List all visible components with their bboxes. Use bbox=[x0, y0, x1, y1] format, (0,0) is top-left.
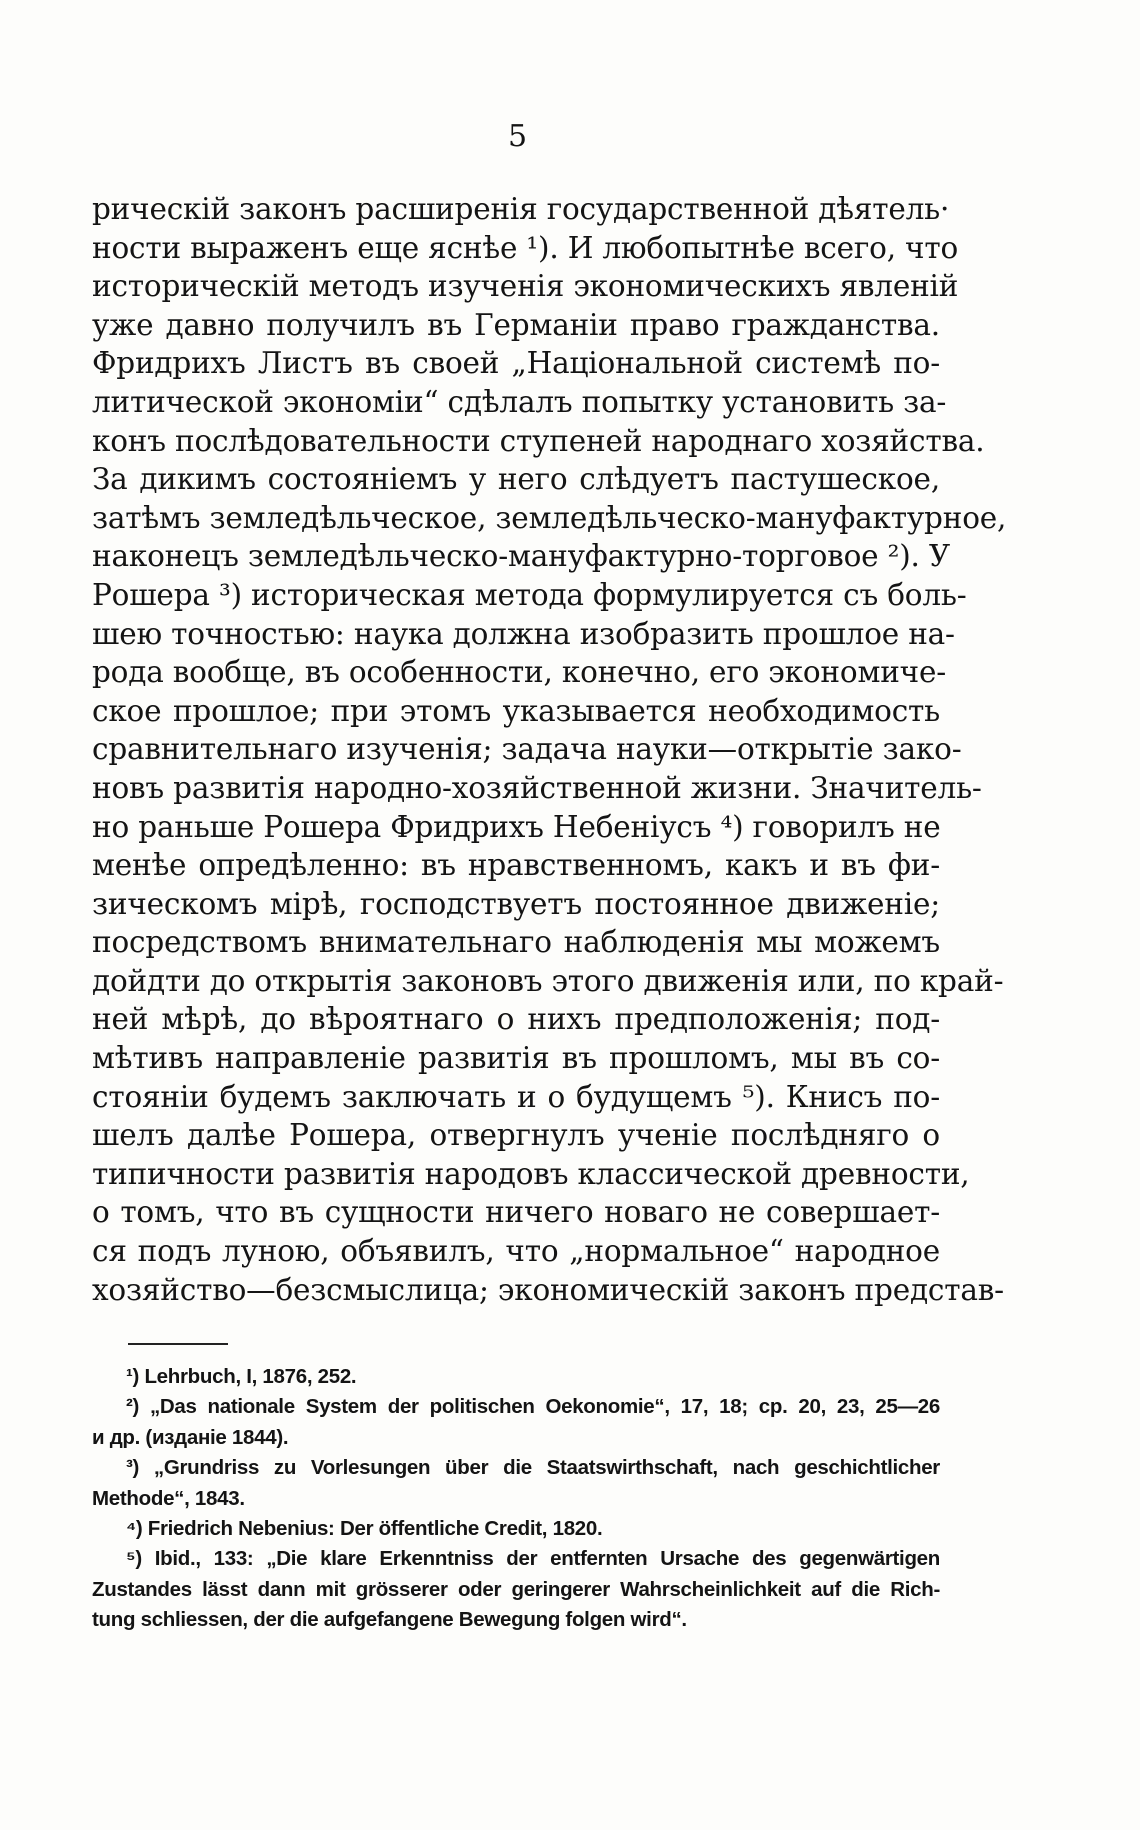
text-line: мѣтивъ направленіе развитія въ прошломъ, мы въ со- bbox=[92, 1041, 940, 1076]
footnote-divider bbox=[128, 1343, 228, 1345]
text-line: ности выраженъ еще яснѣе ¹). И любопытнѣе всего, что bbox=[92, 230, 959, 265]
footnote-5: ⁵) Ibid., 133: „Die klare Erkenntniss der entfernten Ursache des gegenwärtigen bbox=[126, 1547, 940, 1571]
footnotes bbox=[92, 1362, 940, 1636]
main-text bbox=[92, 190, 1007, 1309]
footnote-2: ²) „Das nationale System der politischen Oekonomie“, 17, 18; ср. 20, 23, 25—26 bbox=[126, 1395, 940, 1419]
text-line: дойдти до открытія законовъ этого движенія или, по край- bbox=[92, 963, 1004, 998]
text-line: новъ развитія народно-хозяйственной жизни. Значитель- bbox=[92, 770, 982, 805]
footnote-5-cont: Zustandes lässt dann mit grösserer oder geringerer Wahrscheinlichkeit auf die Rich- bbox=[92, 1577, 940, 1601]
text-line: типичности развитія народовъ классической древности, bbox=[92, 1156, 970, 1191]
text-line: наконецъ земледѣльческо-мануфактурно-торговое ²). У bbox=[92, 539, 950, 574]
text-line: затѣмъ земледѣльческое, земледѣльческо-мануфактурное, bbox=[92, 500, 1007, 535]
text-line: посредствомъ внимательнаго наблюденія мы можемъ bbox=[92, 925, 940, 960]
text-line: ся подъ луною, объявилъ, что „нормальное“ народное bbox=[92, 1234, 940, 1269]
text-line: хозяйство—безсмыслица; экономическій законъ представ- bbox=[92, 1272, 1004, 1307]
text-line: менѣе опредѣленно: въ нравственномъ, какъ и въ фи- bbox=[92, 848, 940, 883]
footnote-5-end: tung schliessen, der die aufgefangene Bewegung folgen wird“. bbox=[92, 1608, 687, 1632]
text-line: ней мѣрѣ, до вѣроятнаго о нихъ предположенія; под- bbox=[92, 1002, 940, 1037]
text-line: но раньше Рошера Фридрихъ Небеніусъ ⁴) говорилъ не bbox=[92, 809, 941, 844]
text-line: историческій методъ изученія экономическихъ явленій bbox=[92, 269, 959, 304]
footnote-4: ⁴) Friedrich Nebenius: Der öffentliche Credit, 1820. bbox=[126, 1516, 603, 1540]
text-line: Рошера ³) историческая метода формулируется съ боль- bbox=[92, 577, 967, 612]
text-line: За дикимъ состояніемъ у него слѣдуетъ пастушеское, bbox=[92, 462, 940, 497]
text-line: стояніи будемъ заключать и о будущемъ ⁵). Книсъ по- bbox=[92, 1079, 940, 1114]
text-line: о томъ, что въ сущности ничего новаго не совершает- bbox=[92, 1195, 940, 1230]
text-line: конъ послѣдовательности ступеней народнаго хозяйства. bbox=[92, 423, 985, 458]
text-line: рическій законъ расширенія государственной дѣятель· bbox=[92, 192, 950, 226]
text-line: рода вообще, въ особенности, конечно, его экономиче- bbox=[92, 655, 946, 690]
text-line: зическомъ мірѣ, господствуетъ постоянное движеніе; bbox=[92, 886, 940, 921]
footnote-3-cont: Methode“, 1843. bbox=[92, 1486, 245, 1510]
text-line: ское прошлое; при этомъ указывается необходимость bbox=[92, 693, 940, 728]
footnote-3: ³) „Grundriss zu Vorlesungen über die Staatswirthschaft, nach geschichtlicher bbox=[126, 1456, 940, 1480]
text-line: уже давно получилъ въ Германіи право гражданства. bbox=[92, 307, 940, 342]
text-line: Фридрихъ Листъ въ своей „Національной системѣ по- bbox=[92, 346, 940, 381]
text-line: литической экономіи“ сдѣлалъ попытку установить за- bbox=[92, 384, 947, 419]
text-line: шелъ далѣе Рошера, отвергнулъ ученіе послѣдняго о bbox=[92, 1118, 940, 1153]
footnote-2-cont: и др. (изданіе 1844). bbox=[92, 1425, 289, 1449]
footnote-1: ¹) Lehrbuch, I, 1876, 252. bbox=[126, 1365, 357, 1388]
page-number: 5 bbox=[507, 119, 528, 154]
text-line: сравнительнаго изученія; задача науки—открытіе зако- bbox=[92, 732, 962, 767]
text-line: шею точностью: наука должна изобразить прошлое на- bbox=[92, 616, 955, 651]
